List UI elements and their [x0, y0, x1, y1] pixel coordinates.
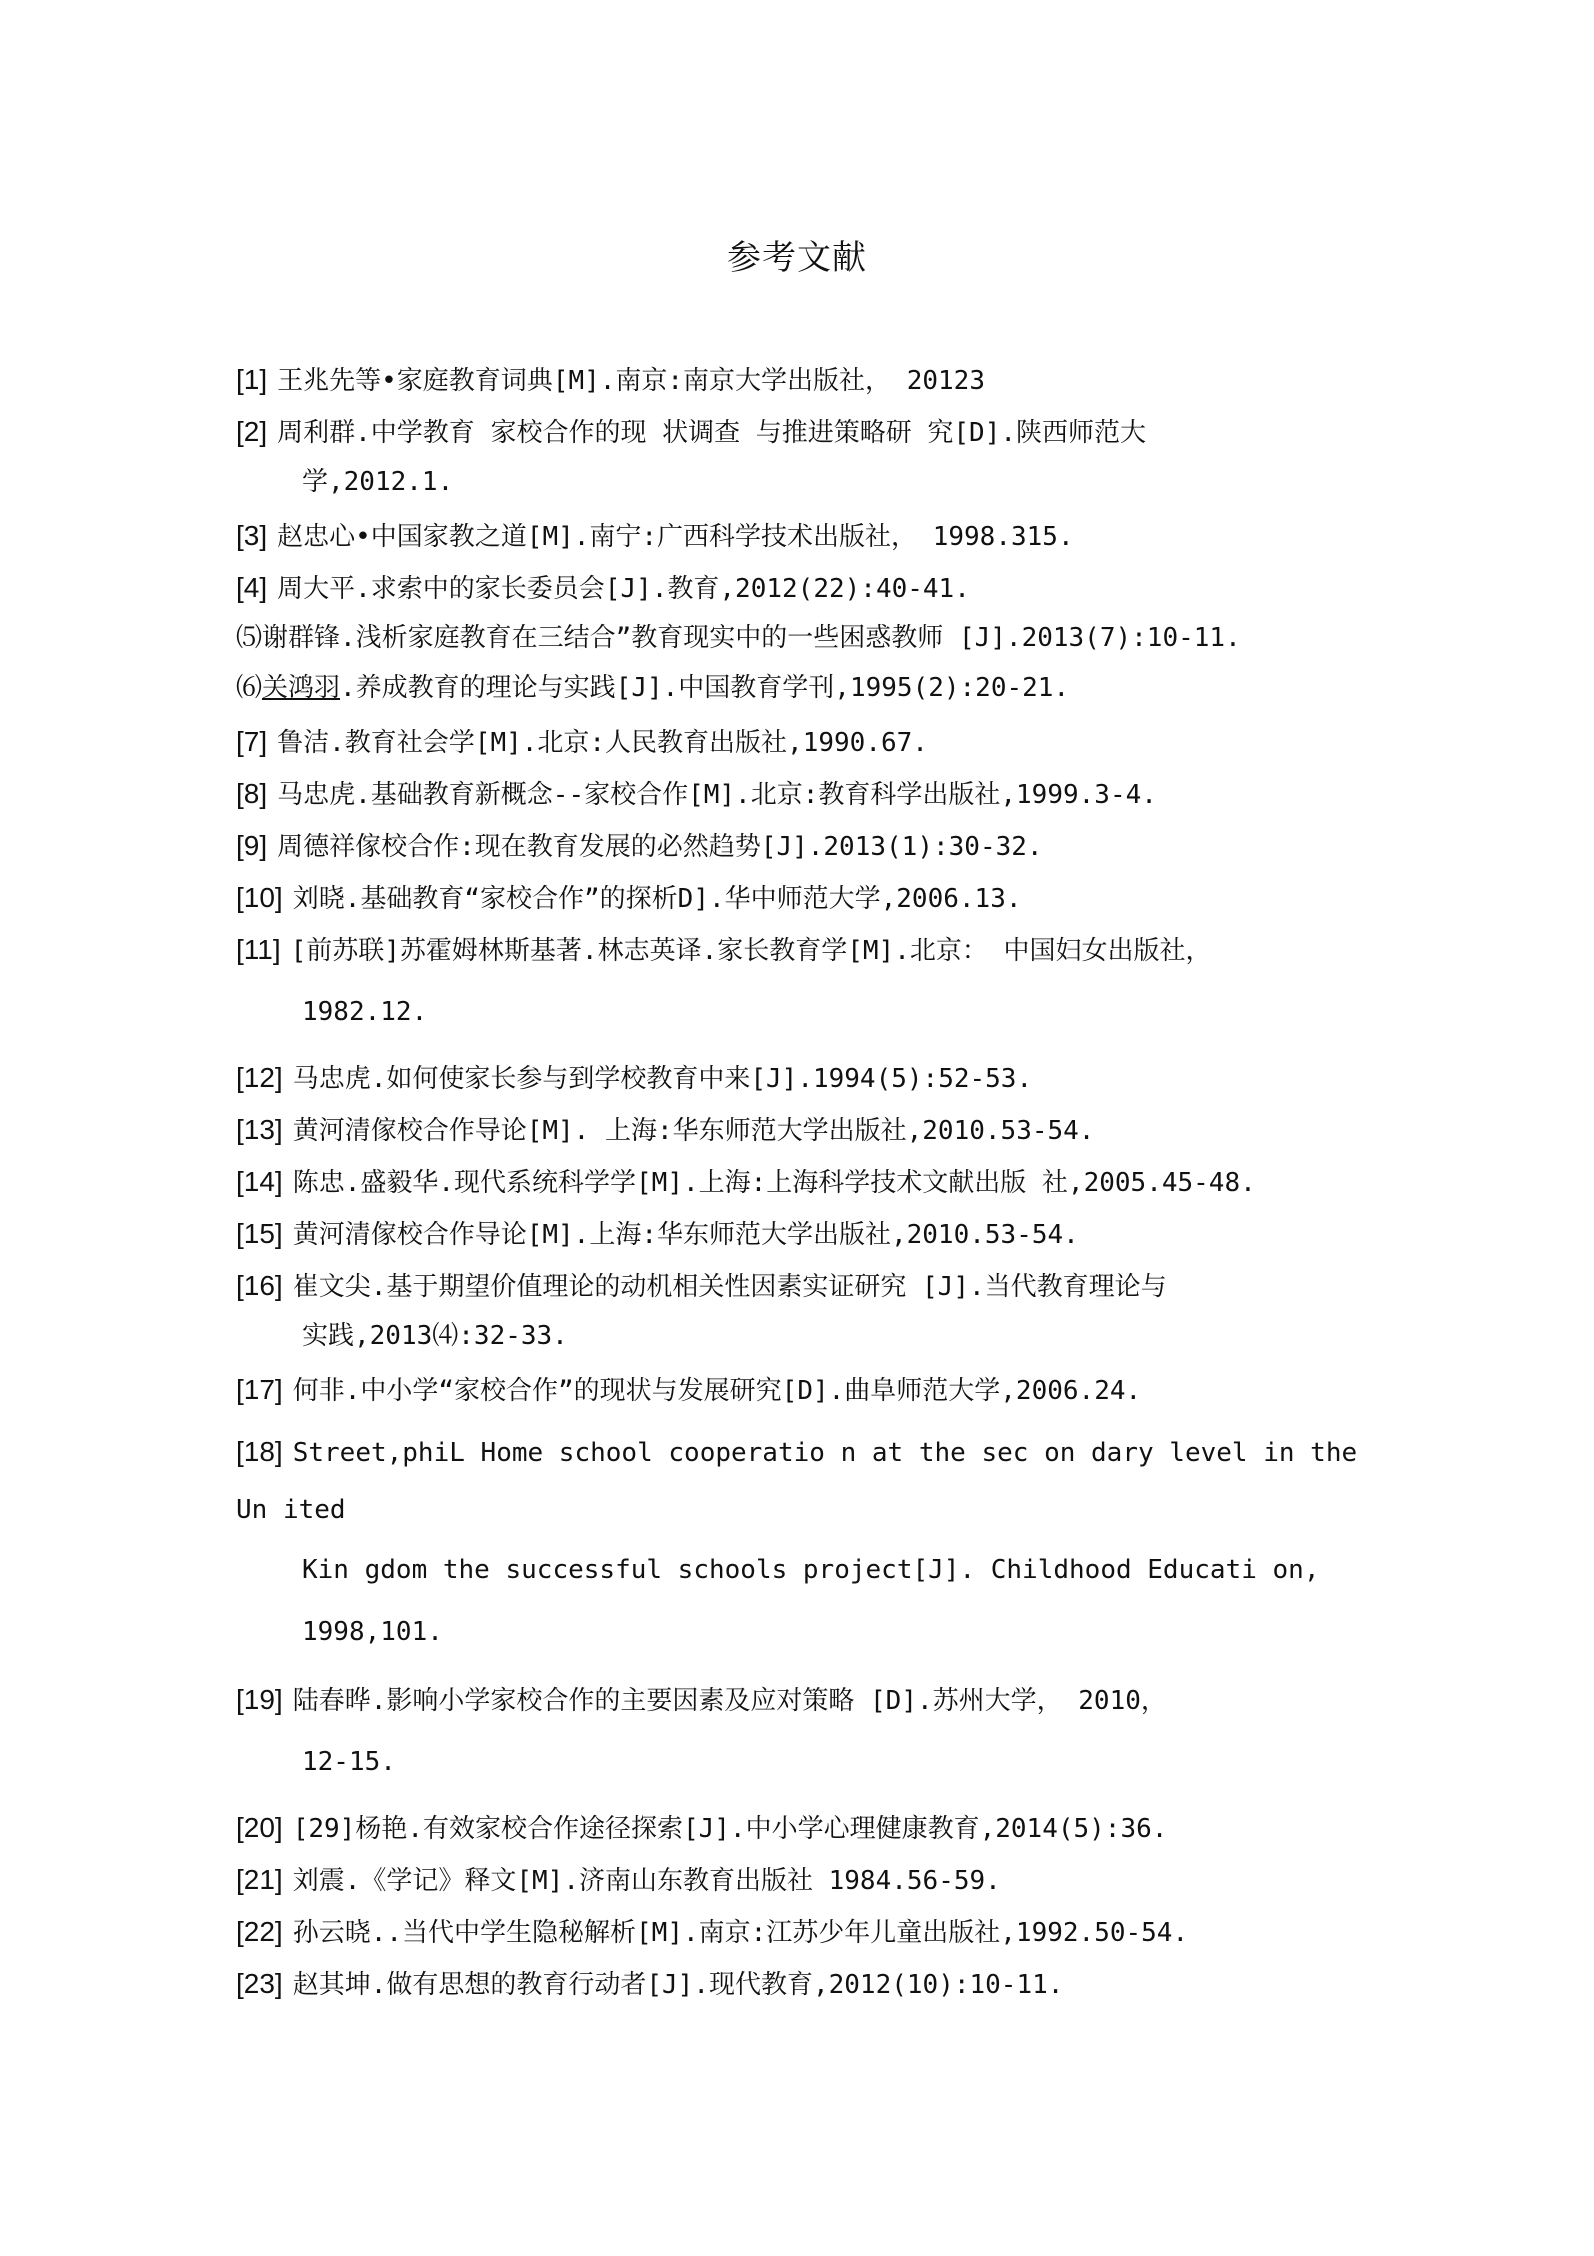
reference-text: 何非.中小学“家校合作”的现状与发展研究[D].曲阜师范大学,2006.24.	[292, 1376, 1142, 1406]
reference-text: 刘震.《学记》释文[M].济南山东教育出版社 1984.56-59.	[292, 1866, 1001, 1896]
reference-18-continuation-2: 1998,101.	[302, 1617, 443, 1647]
reference-number: [13]	[236, 1114, 283, 1145]
reference-text: 黄河清傢校合作导论[M].上海:华东师范大学出版社,2010.53-54.	[292, 1220, 1079, 1250]
reference-text: .养成教育的理论与实践[J].中国教育学刊,1995(2):20-21.	[340, 673, 1070, 703]
reference-text: 赵其坤.做有思想的教育行动者[J].现代教育,2012(10):10-11.	[292, 1970, 1064, 2000]
reference-number: [22]	[236, 1916, 283, 1947]
reference-number: [16]	[236, 1270, 283, 1301]
reference-6	[236, 668, 1069, 708]
reference-12	[236, 1058, 1032, 1099]
reference-5: ⑸谢群锋.浅析家庭教育在三结合”教育现实中的一些困惑教师 [J].2013(7):10-11.	[236, 623, 1241, 653]
reference-number: [19]	[236, 1684, 283, 1715]
reference-number: [3]	[236, 520, 268, 551]
reference-number: [18]	[236, 1436, 283, 1467]
reference-4	[236, 568, 970, 609]
reference-text: 陆春晔.影响小学家校合作的主要因素及应对策略 [D].苏州大学， 2010，	[292, 1686, 1167, 1716]
reference-number: [21]	[236, 1864, 283, 1895]
page-title: 参考文献	[727, 238, 867, 278]
reference-text: 孙云晓..当代中学生隐秘解析[M].南京:江苏少年儿童出版社,1992.50-54.	[292, 1918, 1189, 1948]
reference-20	[236, 1808, 1167, 1849]
reference-10	[236, 878, 1022, 919]
reference-18-wrap: Un ited	[236, 1495, 346, 1525]
reference-19	[236, 1680, 1167, 1721]
reference-22	[236, 1912, 1188, 1953]
reference-text: 陈忠.盛毅华.现代系统科学学[M].上海:上海科学技术文献出版 社,2005.45-48.	[292, 1168, 1256, 1198]
reference-text: 王兆先等•家庭教育词典[M].南京:南京大学出版社， 20123	[277, 366, 985, 396]
reference-number: [2]	[236, 416, 268, 447]
reference-11	[236, 930, 1212, 971]
reference-16	[236, 1266, 1167, 1307]
reference-17	[236, 1370, 1141, 1411]
reference-number: [20]	[236, 1812, 283, 1843]
reference-19-continuation: 12-15.	[302, 1747, 396, 1777]
reference-15	[236, 1214, 1079, 1255]
reference-text: 马忠虎.基础教育新概念--家校合作[M].北京:教育科学出版社,1999.3-4.	[277, 780, 1157, 810]
reference-number: [14]	[236, 1166, 283, 1197]
reference-number: [8]	[236, 778, 268, 809]
reference-text: Street,phiL Home school cooperatio n at the sec on dary level in the	[292, 1438, 1358, 1468]
reference-number: [9]	[236, 830, 268, 861]
reference-number: [11]	[236, 934, 281, 965]
reference-number: [15]	[236, 1218, 283, 1249]
reference-2-continuation: 学,2012.1.	[302, 467, 454, 497]
reference-1	[236, 360, 985, 401]
reference-text: 崔文尖.基于期望价值理论的动机相关性因素实证研究 [J].当代教育理论与	[292, 1272, 1167, 1302]
reference-11-continuation: 1982.12.	[302, 997, 428, 1027]
reference-number: [10]	[236, 882, 283, 913]
reference-23	[236, 1964, 1063, 2005]
reference-number: [7]	[236, 726, 268, 757]
reference-text: 周大平.求索中的家长委员会[J].教育,2012(22):40-41.	[277, 574, 970, 604]
reference-number: [23]	[236, 1968, 283, 1999]
reference-text: 赵忠心•中国家教之道[M].南宁:广西科学技术出版社， 1998.315.	[277, 522, 1074, 552]
reference-14	[236, 1162, 1256, 1203]
reference-9	[236, 826, 1043, 867]
reference-3	[236, 516, 1074, 557]
reference-text: 黄河清傢校合作导论[M]. 上海:华东师范大学出版社,2010.53-54.	[292, 1116, 1095, 1146]
reference-2	[236, 412, 1146, 453]
reference-text: 马忠虎.如何使家长参与到学校教育中来[J].1994(5):52-53.	[292, 1064, 1033, 1094]
reference-text: 周利群.中学教育 家校合作的现 状调查 与推进策略研 究[D].陕西师范大	[277, 418, 1147, 448]
reference-number: ⑹	[236, 673, 263, 703]
reference-text: [29]杨艳.有效家校合作途径探索[J].中小学心理健康教育,2014(5):36.	[292, 1814, 1168, 1844]
reference-text: 刘晓.基础教育“家校合作”的探析D].华中师范大学,2006.13.	[292, 884, 1022, 914]
reference-text: 鲁洁.教育社会学[M].北京:人民教育出版社,1990.67.	[277, 728, 928, 758]
reference-number: [17]	[236, 1374, 283, 1405]
reference-author-link[interactable]: 关鸿羽	[262, 673, 341, 703]
reference-number: [12]	[236, 1062, 283, 1093]
reference-7	[236, 722, 928, 763]
reference-number: [4]	[236, 572, 268, 603]
reference-13	[236, 1110, 1094, 1151]
reference-16-continuation: 实践,2013⑷:32-33.	[302, 1321, 568, 1351]
reference-18-continuation: Kin gdom the successful schools project[J]. Childhood Educati on,	[302, 1555, 1320, 1585]
reference-18	[236, 1432, 1357, 1473]
reference-text: [前苏联]苏霍姆林斯基著.林志英译.家长教育学[M].北京： 中国妇女出版社，	[290, 936, 1212, 966]
reference-number: [1]	[236, 364, 268, 395]
reference-21	[236, 1860, 1001, 1901]
reference-text: 周德祥傢校合作:现在教育发展的必然趋势[J].2013(1):30-32.	[277, 832, 1043, 862]
reference-8	[236, 774, 1157, 815]
